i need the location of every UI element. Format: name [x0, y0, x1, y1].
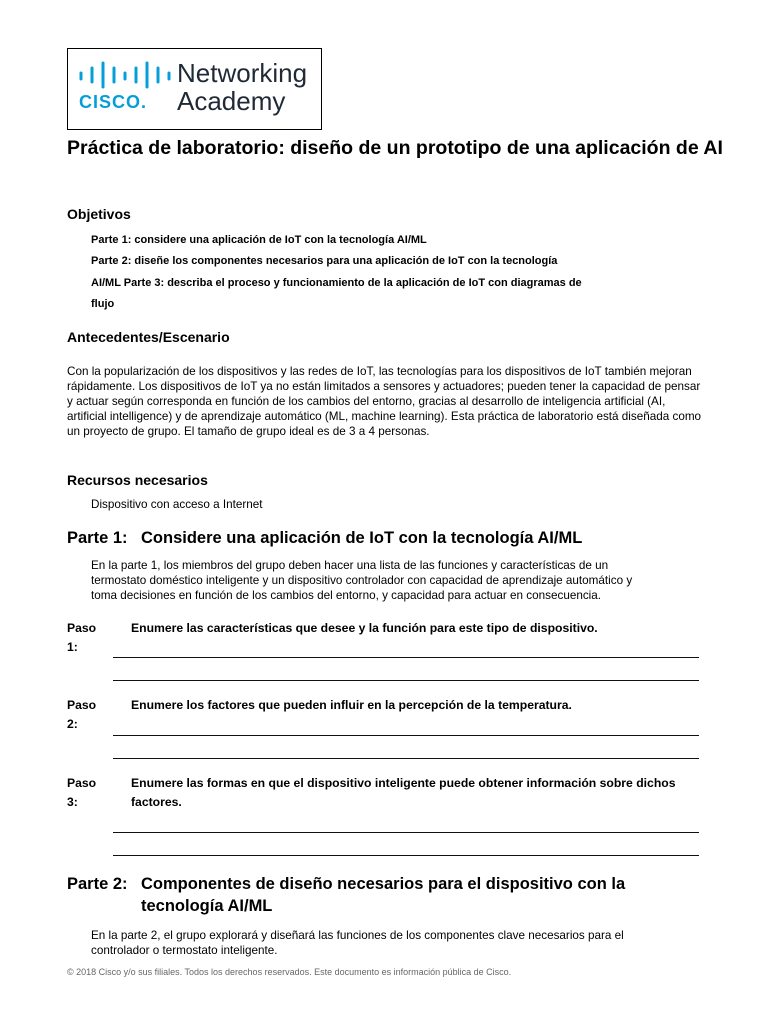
- answer-line[interactable]: [113, 758, 699, 759]
- background-paragraph: Con la popularización de los dispositivos y las redes de IoT, las tecnologías para los dispositivos de IoT también mejoran rápidamente. Los dispositivos de IoT ya no están limitados a sensores y actuadores; pueden tener la capacidad de pensar y actuar según corresponda en función de los cambios del entorno, gracias al desarrollo de inteligencia artificial (AI, artificial intelligence) y de aprendizaje automático (ML, machine learning). Esta práctica de laboratorio está diseñada como un proyecto de grupo. El tamaño de grupo ideal es de 3 a 4 personas.: [67, 365, 702, 438]
- answer-line[interactable]: [113, 832, 699, 833]
- part2-title-line2: tecnología AI/ML: [141, 897, 273, 915]
- part2-heading: [67, 873, 625, 917]
- step-2-text: Enumere los factores que pueden influir en la percepción de la temperatura.: [131, 698, 572, 712]
- part2-intro: En la parte 2, el grupo explorará y diseñará las funciones de los componentes clave necesarios para el controlador o termostato inteligente.: [91, 929, 624, 957]
- answer-line[interactable]: [113, 735, 699, 736]
- objectives-list: [91, 230, 691, 315]
- logo-academy-text: Academy: [177, 86, 286, 116]
- logo-networking-text: Networking: [177, 58, 308, 88]
- part2-number: Parte 2:: [67, 875, 128, 893]
- part1-title: Considere una aplicación de IoT con la tecnología AI/ML: [141, 529, 583, 547]
- cisco-wordmark: CISCO.: [79, 92, 148, 112]
- background-heading: Antecedentes/Escenario: [67, 329, 230, 345]
- part1-heading: [67, 527, 582, 549]
- cisco-bars-icon: [78, 61, 174, 89]
- answer-line[interactable]: [113, 855, 699, 856]
- cisco-networking-academy-logo: [67, 48, 322, 130]
- objectives-heading: Objetivos: [67, 206, 131, 222]
- part1-intro: En la parte 1, los miembros del grupo deben hacer una lista de las funciones y características de un termostato doméstico inteligente y un dispositivo controlador con capacidad de aprendizaje automático y toma decisiones en función de los cambios del entorno, y capacidad para actuar en consecuencia.: [91, 559, 633, 602]
- step-3-label: Paso 3:: [67, 776, 97, 809]
- objective-line: Parte 1: considere una aplicación de IoT con la tecnología AI/ML: [91, 234, 427, 246]
- step-1-label: Paso 1:: [67, 621, 97, 654]
- footer-copyright: © 2018 Cisco y/o sus filiales. Todos los derechos reservados. Este documento es información pública de Cisco.: [67, 967, 512, 977]
- step-2-label: Paso 2:: [67, 698, 97, 731]
- part2-title-line1: Componentes de diseño necesarios para el dispositivo con la: [141, 875, 626, 893]
- answer-line[interactable]: [113, 680, 699, 681]
- answer-line[interactable]: [113, 657, 699, 658]
- step-1-text: Enumere las características que desee y la función para este tipo de dispositivo.: [131, 621, 598, 635]
- resources-item: Dispositivo con acceso a Internet: [91, 498, 263, 511]
- objective-line: Parte 2: diseñe los componentes necesarios para una aplicación de IoT con la tecnología: [91, 255, 558, 268]
- objective-line: AI/ML Parte 3: describa el proceso y funcionamiento de la aplicación de IoT con diagramas de: [91, 276, 582, 289]
- resources-heading: Recursos necesarios: [67, 472, 208, 488]
- page-title: Práctica de laboratorio: diseño de un prototipo de una aplicación de AI: [67, 137, 723, 159]
- step-3-text: Enumere las formas en que el dispositivo inteligente puede obtener información sobre dichos factores.: [131, 776, 676, 809]
- objective-line: flujo: [91, 297, 115, 310]
- part1-number: Parte 1:: [67, 529, 128, 547]
